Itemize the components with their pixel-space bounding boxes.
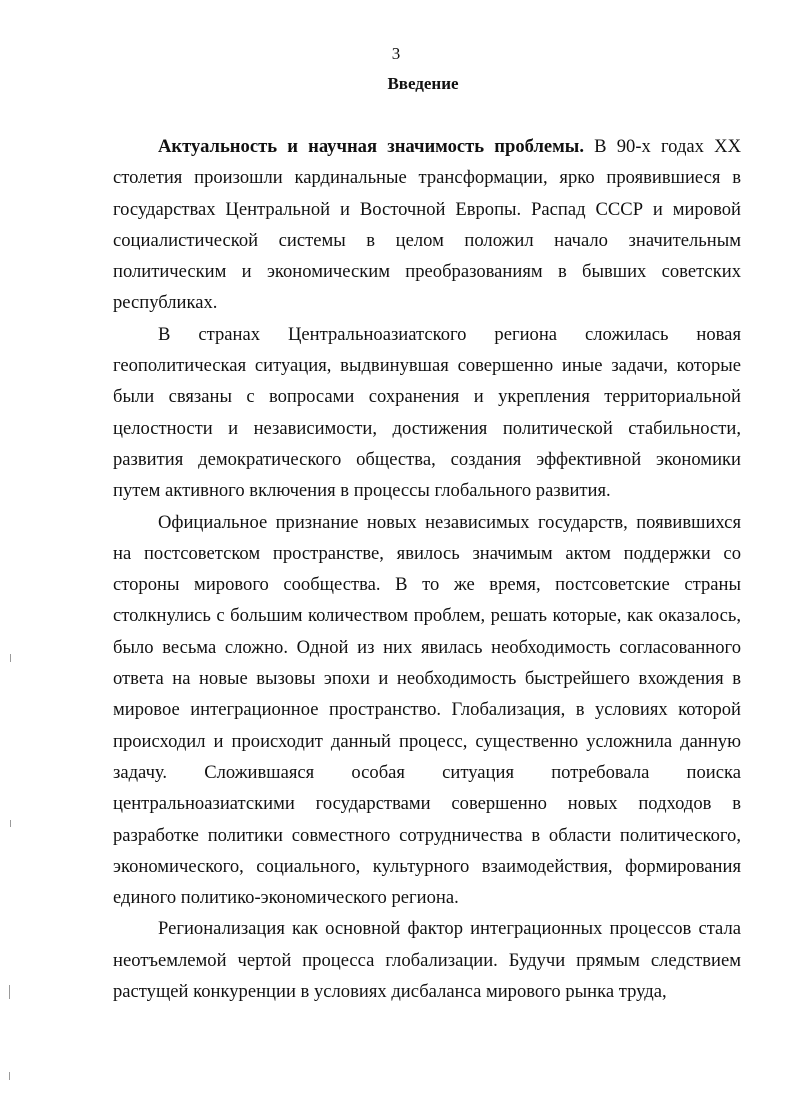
scan-mark [9,1072,10,1080]
paragraph-text: Регионализация как основной фактор интеграционных процессов стала неотъемлемой чертой процесса глобализации. Будучи прямым следствием растущей конкуренции в условиях дисбаланса мирового рынка труда, [113,918,741,1003]
paragraph [113,507,741,914]
scan-mark [10,820,11,827]
paragraph-text: В 90-х годах XX столетия произошли кардинальные трансформации, ярко проявившиеся в государствах Центральной и Восточной Европы. Распад СССР и мировой социалистической системы в целом положил начало значительным политическим и экономическим преобразованиям в бывших советских республиках. [113,136,741,314]
paragraph-text: Официальное признание новых независимых государств, появившихся на постсоветском пространстве, явилось значимым актом поддержки со стороны мирового сообщества. В то же время, постсоветские страны столкнулись с большим количеством проблем, решать которые, как оказалось, было весьма сложно. Одной из них явилась необходимость согласованного ответа на новые вызовы эпохи и необходимость быстрейшего вхождения в мировое интеграционное пространство. Глобализация, в условиях которой происходил и происходит данный процесс, существенно усложнила данную задачу. Сложившаяся особая ситуация потребовала поиска центральноазиатскими государствами совершенно новых подходов в разработке политики совместного сотрудничества в области политического, экономического, социального, культурного взаимодействия, формирования единого политико-экономического региона. [113,511,741,909]
paragraph-lead: Актуальность и научная значимость проблемы. [158,136,584,157]
section-heading: Введение [387,74,459,93]
paragraph [113,131,741,319]
scan-mark [9,985,10,999]
scan-mark [10,654,11,662]
paragraph-text: В странах Центральноазиатского региона сложилась новая геополитическая ситуация, выдвинувшая совершенно иные задачи, которые были связаны с вопросами сохранения и укрепления территориальной целостности и независимости, достижения политической стабильности, развития демократического общества, создания эффективной экономики путем активного включения в процессы глобального развития. [113,323,741,502]
page-number: 3 [391,44,401,63]
paragraph [113,319,741,507]
paragraph [113,913,741,1007]
body-text [113,131,741,1007]
